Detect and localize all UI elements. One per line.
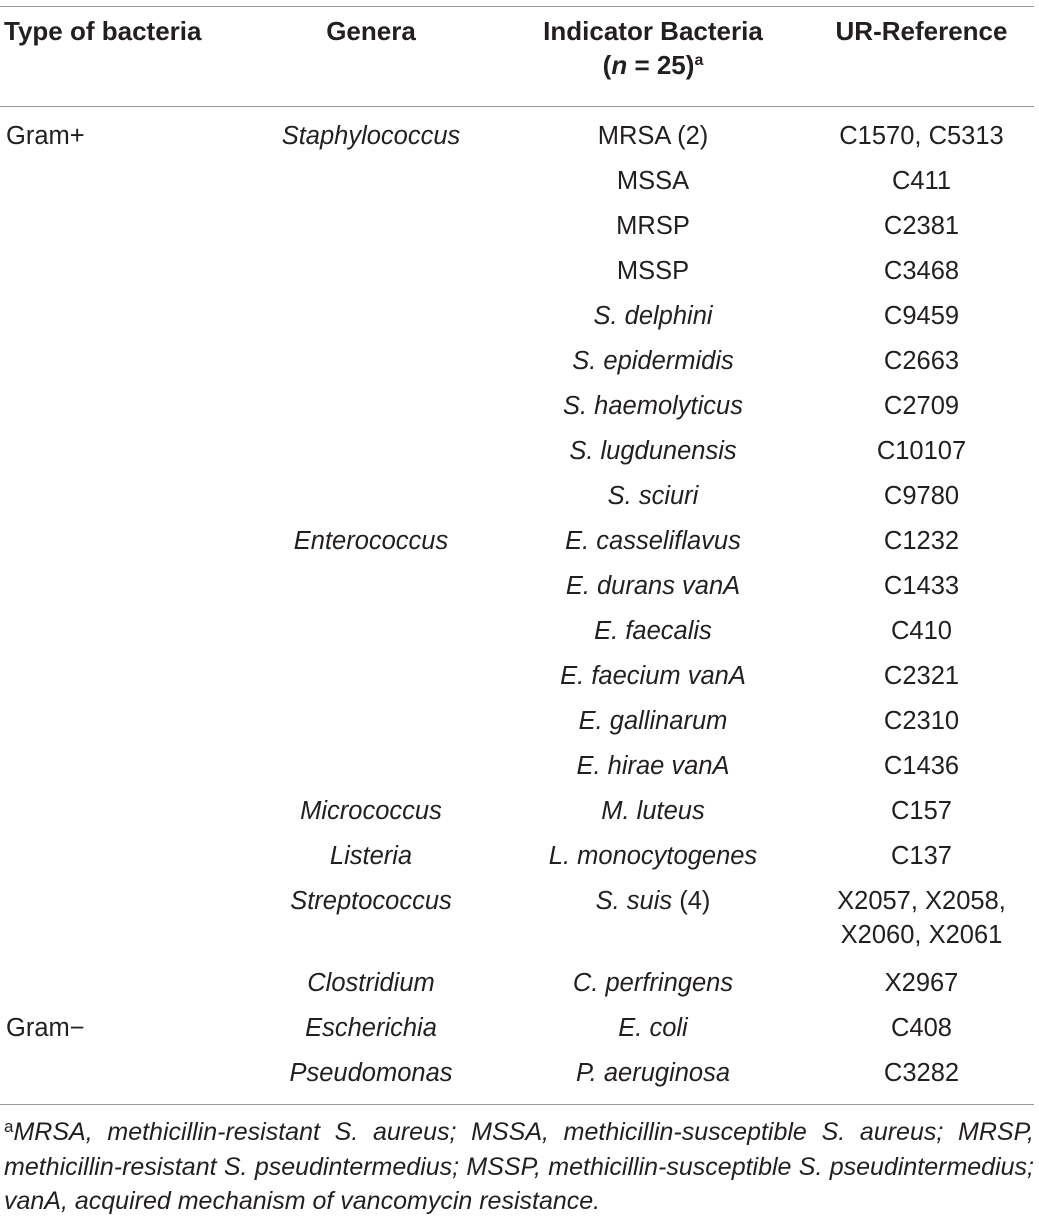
cell-reference — [805, 884, 1038, 966]
cell-type — [0, 659, 241, 704]
cell-indicator-text: P. aeruginosa — [575, 1059, 731, 1087]
cell-indicator-text: S. delphini — [593, 302, 713, 330]
cell-indicator — [501, 569, 805, 614]
cell-reference — [805, 794, 1038, 839]
cell-indicator — [501, 749, 805, 794]
cell-genus — [241, 794, 501, 839]
cell-reference — [805, 344, 1038, 389]
table-row — [0, 966, 1038, 1011]
cell-genus — [241, 659, 501, 704]
cell-genus — [241, 839, 501, 884]
cell-type — [0, 254, 241, 299]
cell-reference — [805, 966, 1038, 1011]
cell-reference-line2: X2060, X2061 — [840, 921, 1003, 949]
header-indicator-sup: a — [694, 52, 704, 69]
cell-reference — [805, 434, 1038, 479]
cell-reference-text: C3282 — [883, 1059, 960, 1087]
cell-indicator-text: L. monocytogenes — [548, 842, 758, 870]
cell-reference-text: C9780 — [883, 482, 960, 510]
cell-indicator-text: E. gallinarum — [578, 707, 728, 735]
cell-indicator-text: M. luteus — [601, 797, 705, 825]
table-row — [0, 1056, 1038, 1101]
cell-reference-text: X2967 — [884, 969, 959, 997]
table-row — [0, 749, 1038, 794]
cell-genus — [241, 1011, 501, 1056]
cell-genus-text: Streptococcus — [290, 887, 452, 915]
cell-reference-text: C1436 — [883, 752, 960, 780]
cell-reference — [805, 389, 1038, 434]
cell-genus — [241, 119, 501, 164]
cell-type — [0, 1056, 241, 1101]
cell-reference — [805, 704, 1038, 749]
cell-reference — [805, 299, 1038, 344]
cell-reference-text: C9459 — [883, 302, 960, 330]
cell-indicator — [501, 479, 805, 524]
cell-indicator-text: E. faecium vanA — [560, 662, 746, 690]
cell-genus — [241, 1056, 501, 1101]
table-row — [0, 119, 1038, 164]
table-row — [0, 704, 1038, 749]
cell-indicator-text: E. casseliflavus — [565, 527, 741, 555]
cell-indicator-text: E. durans vanA — [565, 572, 741, 600]
cell-type — [0, 569, 241, 614]
cell-reference — [805, 614, 1038, 659]
header-indicator-n: n — [611, 50, 628, 80]
cell-indicator — [501, 164, 805, 209]
cell-type — [0, 614, 241, 659]
cell-indicator — [501, 119, 805, 164]
cell-type — [0, 794, 241, 839]
header-type: Type of bacteria — [4, 16, 202, 46]
header-indicator-open: ( — [602, 50, 612, 80]
cell-reference-text: C1232 — [883, 527, 960, 555]
cell-indicator-text: S. sciuri — [607, 482, 699, 510]
table-row — [0, 434, 1038, 479]
bacteria-table — [0, 14, 1038, 1101]
header-indicator-line1: Indicator Bacteria — [543, 16, 763, 46]
cell-indicator — [501, 966, 805, 1011]
header-row — [0, 14, 1038, 106]
cell-type — [0, 966, 241, 1011]
cell-reference-text: C157 — [891, 797, 952, 825]
cell-reference — [805, 839, 1038, 884]
cell-reference — [805, 209, 1038, 254]
cell-indicator-text: MSSA — [616, 167, 690, 195]
cell-type — [0, 434, 241, 479]
cell-genus — [241, 344, 501, 389]
cell-reference-text: C137 — [891, 842, 952, 870]
cell-genus — [241, 209, 501, 254]
cell-indicator-text: S. lugdunensis — [569, 437, 737, 465]
cell-type — [0, 344, 241, 389]
cell-indicator-text: MRSP — [616, 212, 690, 240]
cell-reference — [805, 1056, 1038, 1101]
table-row — [0, 614, 1038, 659]
cell-reference — [805, 749, 1038, 794]
cell-indicator — [501, 839, 805, 884]
footnote-text: MRSA, methicillin-resistant S. aureus; MSSA, methicillin-susceptible S. aureus; MRSP, methicillin-resistant S. pseudintermedius; MSSP, methicillin-susceptible S. pseudintermedius; vanA, acquired mechanism of vancomycin resistance. — [4, 1118, 1034, 1215]
cell-indicator — [501, 1011, 805, 1056]
cell-indicator — [501, 659, 805, 704]
cell-type — [0, 299, 241, 344]
cell-type — [0, 524, 241, 569]
cell-indicator-text: S. haemolyticus — [563, 392, 743, 420]
cell-reference — [805, 1011, 1038, 1056]
table-row — [0, 569, 1038, 614]
cell-type — [0, 839, 241, 884]
table-row — [0, 389, 1038, 434]
cell-reference-text: C2310 — [883, 707, 960, 735]
cell-genus — [241, 299, 501, 344]
table-body — [0, 119, 1038, 1101]
table-row — [0, 1011, 1038, 1056]
cell-type — [0, 704, 241, 749]
table-row — [0, 794, 1038, 839]
cell-reference — [805, 119, 1038, 164]
cell-indicator-suffix: (4) — [672, 887, 711, 915]
cell-type — [0, 389, 241, 434]
cell-reference-text: C408 — [891, 1014, 952, 1042]
table-row — [0, 209, 1038, 254]
cell-indicator — [501, 524, 805, 569]
top-rule — [0, 6, 1034, 7]
cell-reference — [805, 479, 1038, 524]
cell-indicator — [501, 794, 805, 839]
cell-indicator — [501, 704, 805, 749]
table-row — [0, 344, 1038, 389]
cell-indicator-text: E. coli — [618, 1014, 688, 1042]
cell-reference — [805, 569, 1038, 614]
cell-indicator — [501, 254, 805, 299]
cell-genus — [241, 524, 501, 569]
cell-indicator-text: S. epidermidis — [572, 347, 734, 375]
cell-reference — [805, 659, 1038, 704]
cell-genus-text: Pseudomonas — [289, 1059, 453, 1087]
cell-genus — [241, 966, 501, 1011]
header-indicator — [501, 14, 805, 106]
cell-reference-text: C2321 — [883, 662, 960, 690]
cell-type-text: Gram+ — [6, 122, 85, 150]
footnote-sup: a — [4, 1117, 14, 1136]
cell-reference — [805, 164, 1038, 209]
table-row — [0, 524, 1038, 569]
cell-reference-text: X2057, X2058, — [837, 887, 1006, 915]
table-row — [0, 164, 1038, 209]
table-row — [0, 839, 1038, 884]
cell-type — [0, 749, 241, 794]
header-spacer — [0, 106, 1038, 119]
footnote — [4, 1115, 1034, 1219]
cell-type — [0, 1011, 241, 1056]
table-row — [0, 659, 1038, 704]
cell-reference-text: C10107 — [876, 437, 967, 465]
cell-reference-text: C3468 — [883, 257, 960, 285]
cell-indicator-text: MSSP — [616, 257, 690, 285]
cell-reference-text: C2663 — [883, 347, 960, 375]
cell-genus — [241, 704, 501, 749]
cell-indicator-text: E. faecalis — [594, 617, 712, 645]
table-row — [0, 479, 1038, 524]
cell-indicator — [501, 344, 805, 389]
cell-reference-text: C2709 — [883, 392, 960, 420]
cell-type — [0, 119, 241, 164]
table-row — [0, 254, 1038, 299]
cell-genus — [241, 749, 501, 794]
cell-reference — [805, 524, 1038, 569]
cell-genus — [241, 254, 501, 299]
cell-genus-text: Enterococcus — [293, 527, 449, 555]
cell-indicator-text: S. suis — [595, 887, 673, 915]
cell-genus-text: Staphylococcus — [281, 122, 461, 150]
cell-genus — [241, 164, 501, 209]
cell-reference-text: C410 — [891, 617, 952, 645]
cell-indicator — [501, 299, 805, 344]
cell-type — [0, 164, 241, 209]
cell-genus-text: Clostridium — [307, 969, 435, 997]
cell-type — [0, 884, 241, 966]
cell-genus — [241, 569, 501, 614]
cell-genus — [241, 479, 501, 524]
cell-genus-text: Micrococcus — [300, 797, 442, 825]
cell-reference — [805, 254, 1038, 299]
cell-reference-text: C411 — [891, 167, 952, 195]
header-reference: UR-Reference — [835, 16, 1008, 46]
cell-indicator-text: MRSA (2) — [597, 122, 709, 150]
cell-reference-text: C2381 — [883, 212, 960, 240]
table-row — [0, 299, 1038, 344]
cell-indicator — [501, 434, 805, 479]
cell-indicator — [501, 389, 805, 434]
cell-reference-text: C1570, C5313 — [839, 122, 1004, 150]
cell-genus — [241, 389, 501, 434]
cell-indicator — [501, 209, 805, 254]
cell-indicator — [501, 614, 805, 659]
header-genera: Genera — [326, 16, 416, 46]
cell-type — [0, 479, 241, 524]
cell-genus-text: Escherichia — [305, 1014, 437, 1042]
header-indicator-eq: = 25) — [627, 50, 695, 80]
cell-type-text: Gram− — [6, 1014, 85, 1042]
cell-genus — [241, 434, 501, 479]
cell-indicator-text: E. hirae vanA — [576, 752, 730, 780]
cell-type — [0, 209, 241, 254]
cell-indicator — [501, 1056, 805, 1101]
cell-genus — [241, 614, 501, 659]
table-row — [0, 884, 1038, 966]
cell-genus — [241, 884, 501, 966]
cell-reference-text: C1433 — [883, 572, 960, 600]
cell-indicator-text: C. perfringens — [572, 969, 734, 997]
cell-genus-text: Listeria — [329, 842, 413, 870]
bottom-rule — [0, 1104, 1034, 1105]
cell-indicator — [501, 884, 805, 966]
